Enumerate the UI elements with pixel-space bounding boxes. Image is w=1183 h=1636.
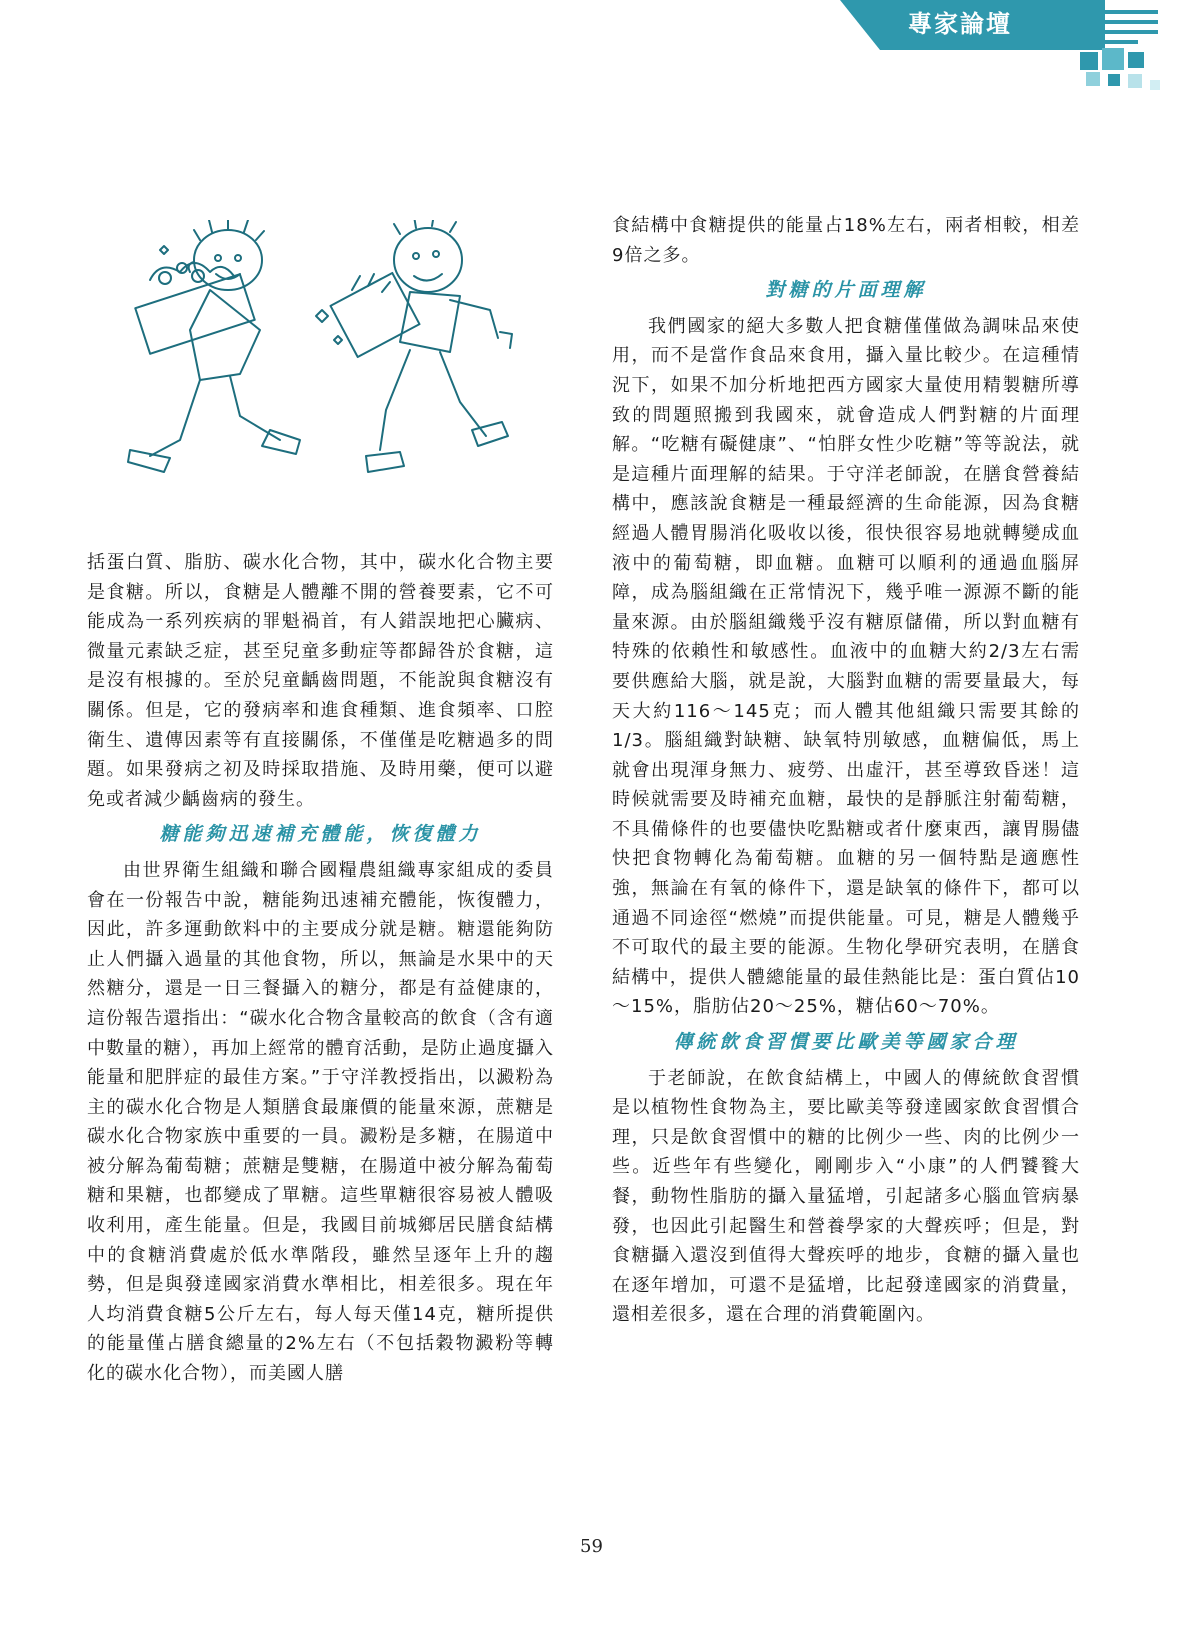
children-with-sweets-illustration [120,220,540,520]
header-stripe [1078,30,1158,34]
left-text-column [87,548,554,1389]
body-paragraph: 食結構中食糖提供的能量占18%左右，兩者相較，相差9倍之多。 [612,215,1080,266]
right-text-column [612,211,1080,1330]
page-number: 59 [580,1536,603,1557]
body-paragraph: 由世界衛生組織和聯合國糧農組織專家組成的委員會在一份報告中說，糖能夠迅速補充體能，恢復體力，因此，許多運動飲料中的主要成分就是糖。糖還能夠防止人們攝入過量的其他食物，所以，無論是水果中的天然糖分，還是一日三餐攝入的糖分，都是有益健康的，這份報告還指出：“碳水化合物含量較高的飲食（含有適中數量的糖），再加上經常的體育活動，是防止過度攝入能量和肥胖症的最佳方案。”于守洋教授指出，以澱粉為主的碳水化合物是人類膳食最廉價的能量來源，蔗糖是碳水化合物家族中重要的一員。澱粉是多糖，在腸道中被分解為葡萄糖；蔗糖是雙糖，在腸道中被分解為葡萄糖和果糖，也都變成了單糖。這些單糖很容易被人體吸收利用，產生能量。但是，我國目前城鄉居民膳食結構中的食糖消費處於低水準階段，雖然呈逐年上升的趨勢，但是與發達國家消費水準相比，相差很多。現在年人均消費食糖5公斤左右，每人每天僅14克，糖所提供的能量僅占膳食總量的2%左右（不包括穀物澱粉等轉化的碳水化合物），而美國人膳 [87,859,554,1385]
section-title: 專家論壇 [908,10,1012,38]
header-stripe [1078,10,1158,14]
body-paragraph: 于老師說，在飲食結構上，中國人的傳統飲食習慣是以植物性食物為主，要比歐美等發達國家飲食習慣合理，只是飲食習慣中的糖的比例少一些、肉的比例少一些。近些年有些變化，剛剛步入“小康”的人們饕餮大餐，動物性脂肪的攝入量猛增，引起諸多心腦血管病暴發，也因此引起醫生和營養學家的大聲疾呼；但是，對食糖攝入還沒到值得大聲疾呼的地步，食糖的攝入量也在逐年增加，可還不是猛增，比起發達國家的消費量，還相差很多，還在合理的消費範圍內。 [612,1067,1080,1326]
header-stripe [1078,40,1138,44]
body-paragraph: 我們國家的絕大多數人把食糖僅僅做為調味品來使用，而不是當作食品來食用，攝入量比較少。在這種情況下，如果不加分析地把西方國家大量使用精製糖所導致的問題照搬到我國來，就會造成人們對糖的片面理解。“吃糖有礙健康”、“怕胖女性少吃糖”等等說法，就是這種片面理解的結果。于守洋老師說，在膳食營養結構中，應該說食糖是一種最經濟的生命能源，因為食糖經過人體胃腸消化吸收以後，很快很容易地就轉變成血液中的葡萄糖，即血糖。血糖可以順利的通過血腦屏障，成為腦組織在正常情況下，幾乎唯一源源不斷的能量來源。由於腦組織幾乎沒有糖原儲備，所以對血糖有特殊的依賴性和敏感性。血液中的血糖大約2/3左右需要供應給大腦，就是說，大腦對血糖的需要量最大，每天大約116～145克；而人體其他組織只需要其餘的1/3。腦組織對缺糖、缺氧特別敏感，血糖偏低，馬上就會出現渾身無力、疲勞、出虛汗，甚至導致昏迷！這時候就需要及時補充血糖，最快的是靜脈注射葡萄糖，不具備條件的也要儘快吃點糖或者什麼東西，讓胃腸儘快把食物轉化為葡萄糖。血糖的另一個特點是適應性強，無論在有氧的條件下，還是缺氧的條件下，都可以通過不同途徑“燃燒”而提供能量。可見，糖是人體幾乎不可取代的最主要的能源。生物化學研究表明，在膳食結構中，提供人體總能量的最佳熱能比是：蛋白質佔10～15%，脂肪佔20～25%，糖佔60～70%。 [612,315,1080,1018]
section-heading: 糖能夠迅速補充體能，恢復體力 [159,823,482,846]
header-stripe [1078,20,1158,24]
body-paragraph: 括蛋白質、脂肪、碳水化合物，其中，碳水化合物主要是食糖。所以，食糖是人體離不開的營養要素，它不可能成為一系列疾病的罪魁禍首，有人錯誤地把心臟病、微量元素缺乏症，甚至兒童多動症等都歸咎於食糖，這是沒有根據的。至於兒童齲齒問題，不能說與食糖沒有關係。但是，它的發病率和進食種類、進食頻率、口腔衛生、遺傳因素等有直接關係，不僅僅是吃糖過多的問題。如果發病之初及時採取措施、及時用藥，便可以避免或者減少齲齒病的發生。 [87,552,554,810]
section-heading: 傳統飲食習慣要比歐美等國家合理 [673,1031,1019,1054]
section-heading: 對糖的片面理解 [765,279,927,302]
